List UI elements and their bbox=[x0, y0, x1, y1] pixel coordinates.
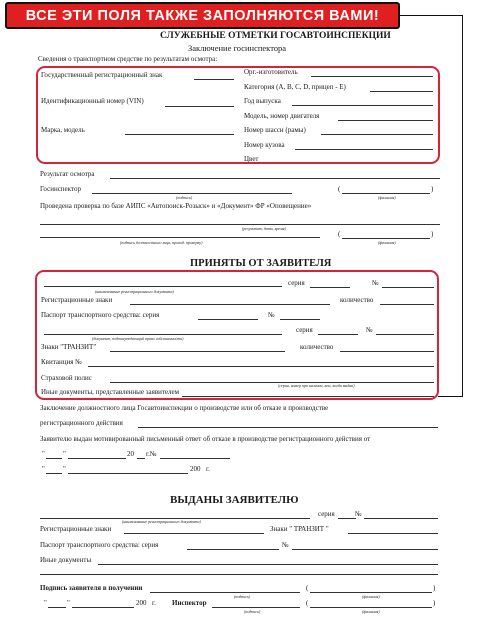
conclusion-line-2: регистрационного действия bbox=[40, 419, 123, 427]
frame-top-line bbox=[400, 15, 463, 16]
field-accepted-passport[interactable]: Паспорт транспортного средства: серия bbox=[41, 311, 160, 319]
accepted-num3: № bbox=[366, 326, 373, 334]
warning-banner: ВСЕ ЭТИ ПОЛЯ ТАКЖЕ ЗАПОЛНЯЮТСЯ ВАМИ! bbox=[5, 2, 400, 29]
inspector-label-2: Инспектор bbox=[172, 599, 207, 607]
section-subtitle: Заключение госинспектора bbox=[188, 43, 287, 53]
note-surname-2: (фамилия) bbox=[378, 240, 396, 245]
field-reg-sign[interactable]: Государственный регистрационный знак bbox=[41, 71, 163, 79]
database-check: Проведена проверка по базе АИПС «Автопоиск-Розыск» и «Документ» ФР «Оповещение» bbox=[40, 202, 312, 210]
note-doc-name: (наименование регистрационного документа) bbox=[95, 289, 174, 294]
field-issued-reg-signs[interactable]: Регистрационные знаки bbox=[40, 525, 112, 533]
field-year[interactable]: Год выпуска bbox=[244, 97, 281, 105]
field-issued-passport[interactable]: Паспорт транспортного средства: серия bbox=[40, 541, 159, 549]
field-manufacturer[interactable]: Орг.-изготовитель bbox=[244, 68, 298, 76]
accepted-qty2: количество bbox=[300, 343, 334, 351]
vehicle-intro: Сведения о транспортном средстве по результатам осмотра: bbox=[38, 55, 218, 63]
issued-num: № bbox=[355, 510, 362, 518]
frame-bottom-line bbox=[438, 396, 463, 397]
applicant-receipt-signature: Подпись заявителя в получении bbox=[40, 584, 143, 592]
field-insurance[interactable]: Страховой полис bbox=[41, 374, 92, 382]
field-receipt[interactable]: Квитанция № bbox=[41, 358, 82, 366]
accepted-num: № bbox=[372, 279, 379, 287]
field-color[interactable]: Цвет bbox=[244, 155, 259, 163]
section-title-issued: ВЫДАНЫ ЗАЯВИТЕЛЮ bbox=[170, 494, 299, 506]
note-surname: (фамилия) bbox=[378, 195, 396, 200]
field-other-docs[interactable]: Иные документы, представленные заявителем bbox=[41, 388, 180, 396]
field-engine[interactable]: Модель, номер двигателя bbox=[244, 112, 320, 120]
field-make-model[interactable]: Марка, модель bbox=[41, 126, 85, 134]
field-category[interactable]: Категория (А, В, С, D, прицеп - Е) bbox=[244, 83, 346, 91]
accepted-num2: № bbox=[268, 311, 275, 319]
accepted-seria: серия bbox=[288, 279, 305, 287]
note-insurance: (серия, номер при наличии, кем, когда выдан) bbox=[278, 383, 355, 388]
field-accepted-reg-signs[interactable]: Регистрационные знаки bbox=[41, 296, 113, 304]
frame-right-line bbox=[462, 15, 463, 397]
conclusion-line-3: Заявителю выдан мотивированный письменный ответ об отказе в производстве регистрационного действия от bbox=[40, 435, 371, 443]
note-signature: (подпись) bbox=[176, 195, 193, 200]
note-result-date: (результат, дата, время) bbox=[242, 226, 286, 231]
note-issued-sig-2: (подпись) bbox=[244, 609, 261, 614]
section-title-official: СЛУЖЕБНЫЕ ОТМЕТКИ ГОСАВТОИНСПЕКЦИИ bbox=[160, 31, 391, 41]
conclusion-line-1: Заключение должностного лица Госавтоинспекции о производстве или об отказе в производстве bbox=[40, 404, 329, 412]
issued-num2: № bbox=[282, 541, 289, 549]
field-body[interactable]: Номер кузова bbox=[244, 141, 285, 149]
note-issued-fam-2: (фамилия) bbox=[362, 609, 380, 614]
inspection-result[interactable]: Результат осмотра bbox=[40, 170, 95, 178]
issued-seria: серия bbox=[318, 510, 335, 518]
field-issued-other[interactable]: Иные документы bbox=[40, 556, 92, 564]
field-vin[interactable]: Идентификационный номер (VIN) bbox=[41, 97, 144, 105]
accepted-seria2: серия bbox=[296, 326, 313, 334]
section-title-accepted: ПРИНЯТЫ ОТ ЗАЯВИТЕЛЯ bbox=[190, 258, 332, 269]
accepted-qty: количество bbox=[340, 296, 374, 304]
note-official-signature: (подпись должностного лица, провод. проверку) bbox=[120, 240, 203, 245]
note-issued-doc: (наименование регистрационного документа) bbox=[122, 519, 201, 524]
note-issued-fam: (фамилия) bbox=[362, 594, 380, 599]
inspector-label: Госинспектор bbox=[40, 185, 81, 193]
field-tranzit[interactable]: Знаки "ТРАНЗИТ" bbox=[41, 343, 97, 351]
note-ownership: (документ, подтверждающий право собственности) bbox=[92, 336, 184, 341]
field-chassis[interactable]: Номер шасси (рамы) bbox=[244, 126, 306, 134]
note-issued-sig: (подпись) bbox=[234, 594, 251, 599]
issued-tranzit[interactable]: Знаки " ТРАНЗИТ " bbox=[270, 525, 329, 533]
